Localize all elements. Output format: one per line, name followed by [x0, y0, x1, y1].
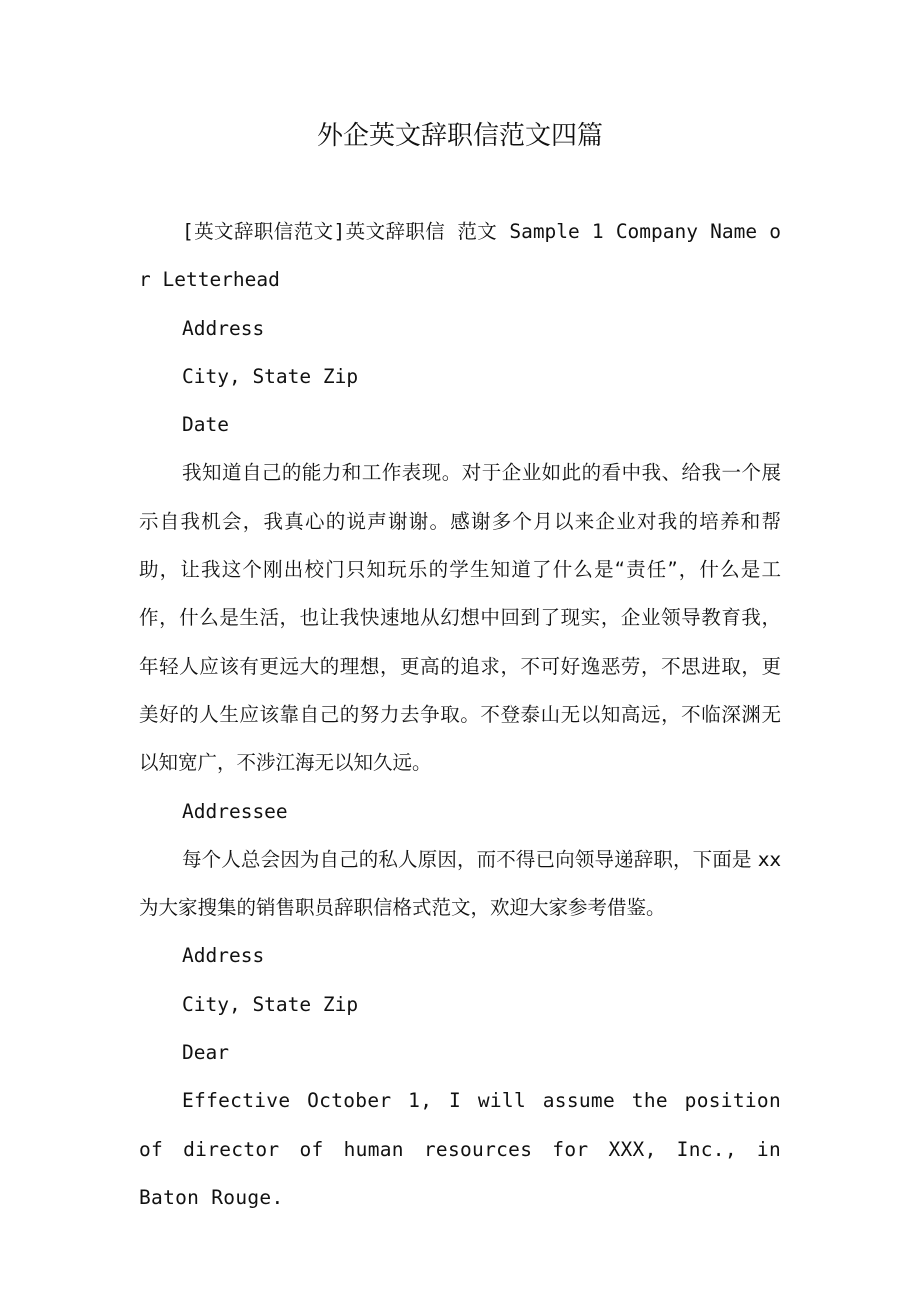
paragraph-addressee: Addressee	[182, 799, 288, 823]
paragraph-body-1: 我知道自己的能力和工作表现。对于企业如此的看中我、给我一个展示自我机会，我真心的说声谢谢。感谢多个月以来企业对我的培养和帮助，让我这个刚出校门只知玩乐的学生知道了什么是“责任”，什么是工作，什么是生活，也让我快速地从幻想中回到了现实，企业领导教育我，年轻人应该有更远大的理想，更高的追求，不可好逸恶劳，不思进取，更美好的人生应该靠自己的努力去争取。不登泰山无以知高远，不临深渊无以知宽广，不涉江海无以知久远。	[139, 461, 781, 775]
document-body	[139, 208, 781, 1222]
paragraph-body-3: Effective October 1, I will assume the position of director of human resources for XXX, Inc., in Baton Rouge.	[139, 1089, 781, 1209]
paragraph-body-2: 每个人总会因为自己的私人原因，而不得已向领导递辞职，下面是 xx 为大家搜集的销售职员辞职信格式范文，欢迎大家参考借鉴。	[139, 847, 781, 920]
paragraph-intro: [英文辞职信范文]英文辞职信 范文 Sample 1 Company Name or Letterhead	[139, 220, 781, 292]
document-title: 外企英文辞职信范文四篇	[316, 121, 603, 151]
paragraph-salutation: Dear	[182, 1041, 229, 1065]
paragraph-date: Date	[182, 413, 229, 437]
paragraph-city-state-zip-2: City, State Zip	[182, 992, 359, 1016]
paragraph-address-2: Address	[182, 944, 265, 968]
paragraph-city-state-zip: City, State Zip	[182, 364, 359, 388]
paragraph-address: Address	[182, 316, 265, 340]
